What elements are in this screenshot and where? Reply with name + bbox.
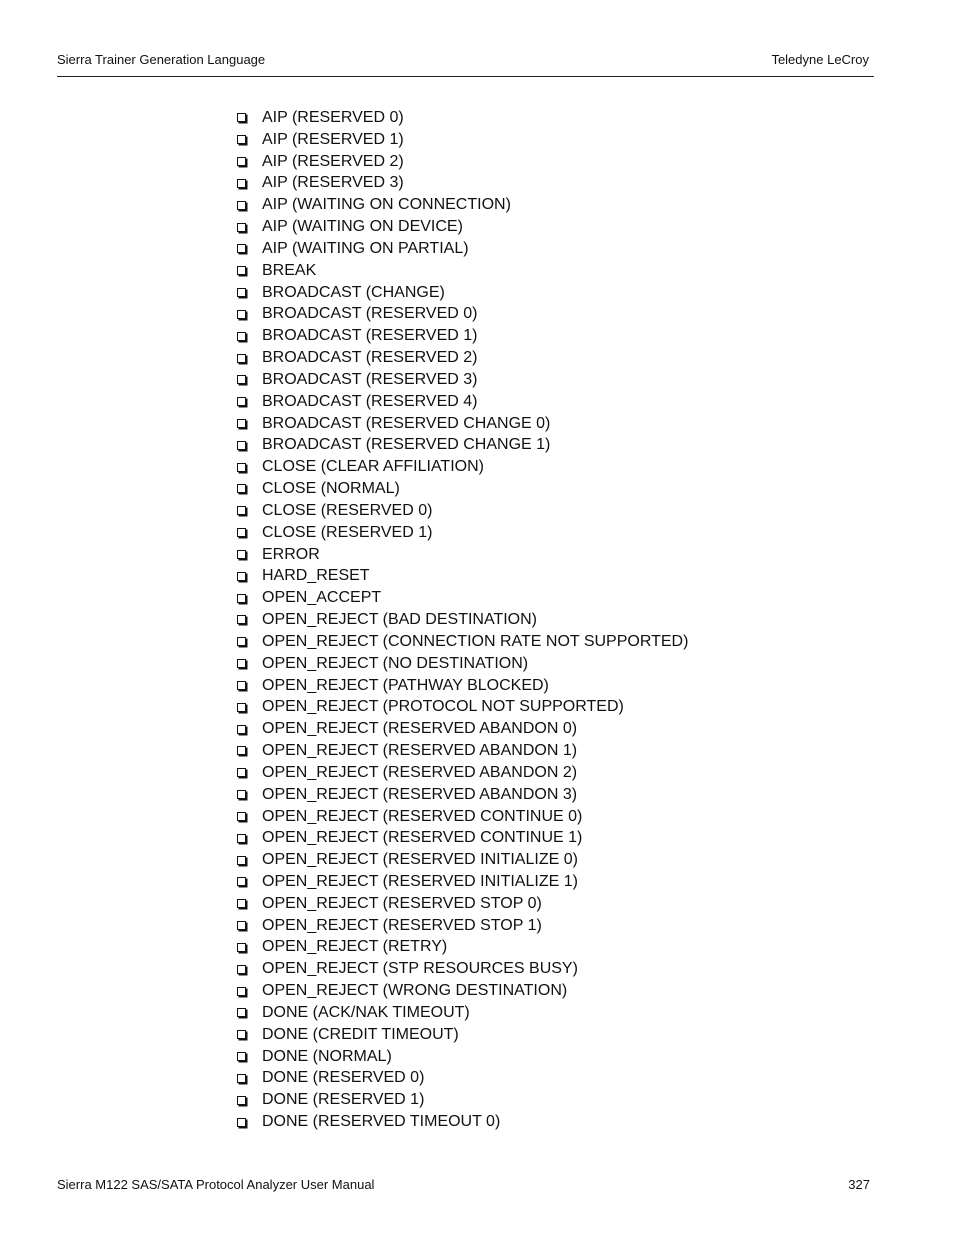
checkbox-bullet-icon [237,1008,246,1017]
list-item [237,194,688,216]
list-item [237,129,688,151]
checkbox-bullet-icon [237,877,246,886]
primitive-bullet-list [237,107,688,1133]
list-item-label: AIP (WAITING ON PARTIAL) [262,239,469,257]
list-item [237,936,688,958]
checkbox-bullet-icon [237,572,246,581]
list-item-label: HARD_RESET [262,567,370,585]
header-document-section: Sierra Trainer Generation Language [57,52,266,67]
list-item [237,260,688,282]
list-item-label: BREAK [262,261,317,279]
list-item [237,784,688,806]
checkbox-bullet-icon [237,113,246,122]
list-item [237,893,688,915]
list-item-label: BROADCAST (RESERVED 3) [262,370,478,388]
list-item [237,980,688,1002]
checkbox-bullet-icon [237,594,246,603]
checkbox-bullet-icon [237,310,246,319]
list-item-label: AIP (WAITING ON DEVICE) [262,218,463,236]
list-item-label: OPEN_REJECT (RESERVED STOP 0) [262,894,542,912]
list-item [237,849,688,871]
list-item [237,172,688,194]
list-item [237,696,688,718]
list-item [237,762,688,784]
footer-manual-title: Sierra M122 SAS/SATA Protocol Analyzer User Manual [57,1177,375,1192]
list-item [237,391,688,413]
list-item-label: OPEN_REJECT (CONNECTION RATE NOT SUPPORTED) [262,632,689,650]
checkbox-bullet-icon [237,1118,246,1127]
list-item [237,522,688,544]
list-item-label: OPEN_REJECT (BAD DESTINATION) [262,611,537,629]
checkbox-bullet-icon [237,506,246,515]
list-item-label: BROADCAST (CHANGE) [262,283,445,301]
list-item-label: OPEN_REJECT (RESERVED CONTINUE 0) [262,807,583,825]
checkbox-bullet-icon [237,354,246,363]
checkbox-bullet-icon [237,441,246,450]
list-item-label: CLOSE (NORMAL) [262,480,400,498]
checkbox-bullet-icon [237,768,246,777]
list-item-label: CLOSE (RESERVED 1) [262,523,433,541]
checkbox-bullet-icon [237,1030,246,1039]
checkbox-bullet-icon [237,266,246,275]
page-header [57,52,874,77]
list-item [237,653,688,675]
checkbox-bullet-icon [237,703,246,712]
list-item-label: AIP (WAITING ON CONNECTION) [262,196,511,214]
list-item [237,1111,688,1133]
checkbox-bullet-icon [237,1096,246,1105]
list-item [237,369,688,391]
list-item-label: BROADCAST (RESERVED 4) [262,392,478,410]
list-item [237,151,688,173]
list-item-label: OPEN_REJECT (RESERVED ABANDON 2) [262,763,578,781]
checkbox-bullet-icon [237,419,246,428]
list-item-label: AIP (RESERVED 0) [262,109,404,126]
list-item-label: AIP (RESERVED 3) [262,174,404,192]
list-item-label: OPEN_REJECT (NO DESTINATION) [262,654,529,672]
list-item-label: CLOSE (RESERVED 0) [262,501,433,519]
checkbox-bullet-icon [237,1052,246,1061]
list-item [237,915,688,937]
list-item [237,675,688,697]
list-item [237,325,688,347]
list-item-label: OPEN_REJECT (RESERVED STOP 1) [262,916,542,934]
list-item [237,413,688,435]
list-item-label: OPEN_REJECT (PATHWAY BLOCKED) [262,676,549,694]
list-item [237,718,688,740]
list-item [237,631,688,653]
list-item [237,1024,688,1046]
list-item [237,282,688,304]
list-item [237,544,688,566]
list-item-label: DONE (RESERVED TIMEOUT 0) [262,1113,501,1131]
checkbox-bullet-icon [237,179,246,188]
header-company: Teledyne LeCroy [771,52,869,67]
list-item [237,609,688,631]
list-item [237,478,688,500]
list-item [237,565,688,587]
checkbox-bullet-icon [237,244,246,253]
checkbox-bullet-icon [237,135,246,144]
checkbox-bullet-icon [237,746,246,755]
list-item [237,740,688,762]
checkbox-bullet-icon [237,223,246,232]
checkbox-bullet-icon [237,681,246,690]
checkbox-bullet-icon [237,1074,246,1083]
checkbox-bullet-icon [237,528,246,537]
list-item-label: BROADCAST (RESERVED 0) [262,305,478,323]
list-item [237,587,688,609]
list-item-label: OPEN_REJECT (RESERVED CONTINUE 1) [262,829,583,847]
checkbox-bullet-icon [237,834,246,843]
list-item-label: AIP (RESERVED 2) [262,152,404,170]
list-item-label: AIP (RESERVED 1) [262,130,404,148]
list-item-label: BROADCAST (RESERVED CHANGE 0) [262,414,551,432]
checkbox-bullet-icon [237,463,246,472]
list-item [237,1067,688,1089]
list-item-label: BROADCAST (RESERVED 1) [262,327,478,345]
list-item-label: OPEN_REJECT (RESERVED ABANDON 3) [262,785,578,803]
list-item-label: OPEN_REJECT (PROTOCOL NOT SUPPORTED) [262,698,624,716]
list-item [237,216,688,238]
checkbox-bullet-icon [237,375,246,384]
list-item-label: OPEN_ACCEPT [262,589,382,607]
list-item-label: OPEN_REJECT (WRONG DESTINATION) [262,982,568,1000]
list-item-label: OPEN_REJECT (RESERVED INITIALIZE 0) [262,851,578,869]
list-item [237,1046,688,1068]
list-item-label: OPEN_REJECT (RETRY) [262,938,448,956]
list-item [237,434,688,456]
checkbox-bullet-icon [237,615,246,624]
checkbox-bullet-icon [237,157,246,166]
checkbox-bullet-icon [237,550,246,559]
checkbox-bullet-icon [237,725,246,734]
page-number: 327 [848,1177,870,1192]
checkbox-bullet-icon [237,484,246,493]
list-item-label: BROADCAST (RESERVED CHANGE 1) [262,436,551,454]
list-item-label: DONE (CREDIT TIMEOUT) [262,1025,459,1043]
list-item [237,1089,688,1111]
list-item-label: ERROR [262,545,320,563]
list-item [237,827,688,849]
list-item-label: OPEN_REJECT (STP RESOURCES BUSY) [262,960,578,978]
list-item-label: CLOSE (CLEAR AFFILIATION) [262,458,484,476]
checkbox-bullet-icon [237,987,246,996]
list-item-label: DONE (RESERVED 0) [262,1069,425,1087]
list-item [237,347,688,369]
checkbox-bullet-icon [237,397,246,406]
checkbox-bullet-icon [237,921,246,930]
checkbox-bullet-icon [237,965,246,974]
list-item-label: OPEN_REJECT (RESERVED ABANDON 0) [262,720,578,738]
list-item-label: OPEN_REJECT (RESERVED ABANDON 1) [262,742,578,760]
list-item-label: DONE (NORMAL) [262,1047,392,1065]
checkbox-bullet-icon [237,812,246,821]
list-item-label: DONE (ACK/NAK TIMEOUT) [262,1003,470,1021]
list-item [237,303,688,325]
checkbox-bullet-icon [237,201,246,210]
list-item-label: BROADCAST (RESERVED 2) [262,349,478,367]
checkbox-bullet-icon [237,943,246,952]
list-item [237,806,688,828]
list-item [237,871,688,893]
list-item [237,107,688,129]
list-item [237,238,688,260]
list-item-label: OPEN_REJECT (RESERVED INITIALIZE 1) [262,872,578,890]
list-item-label: DONE (RESERVED 1) [262,1091,425,1109]
list-item [237,500,688,522]
checkbox-bullet-icon [237,790,246,799]
checkbox-bullet-icon [237,332,246,341]
list-item [237,958,688,980]
checkbox-bullet-icon [237,637,246,646]
checkbox-bullet-icon [237,899,246,908]
list-item [237,1002,688,1024]
list-item [237,456,688,478]
checkbox-bullet-icon [237,659,246,668]
checkbox-bullet-icon [237,288,246,297]
checkbox-bullet-icon [237,856,246,865]
